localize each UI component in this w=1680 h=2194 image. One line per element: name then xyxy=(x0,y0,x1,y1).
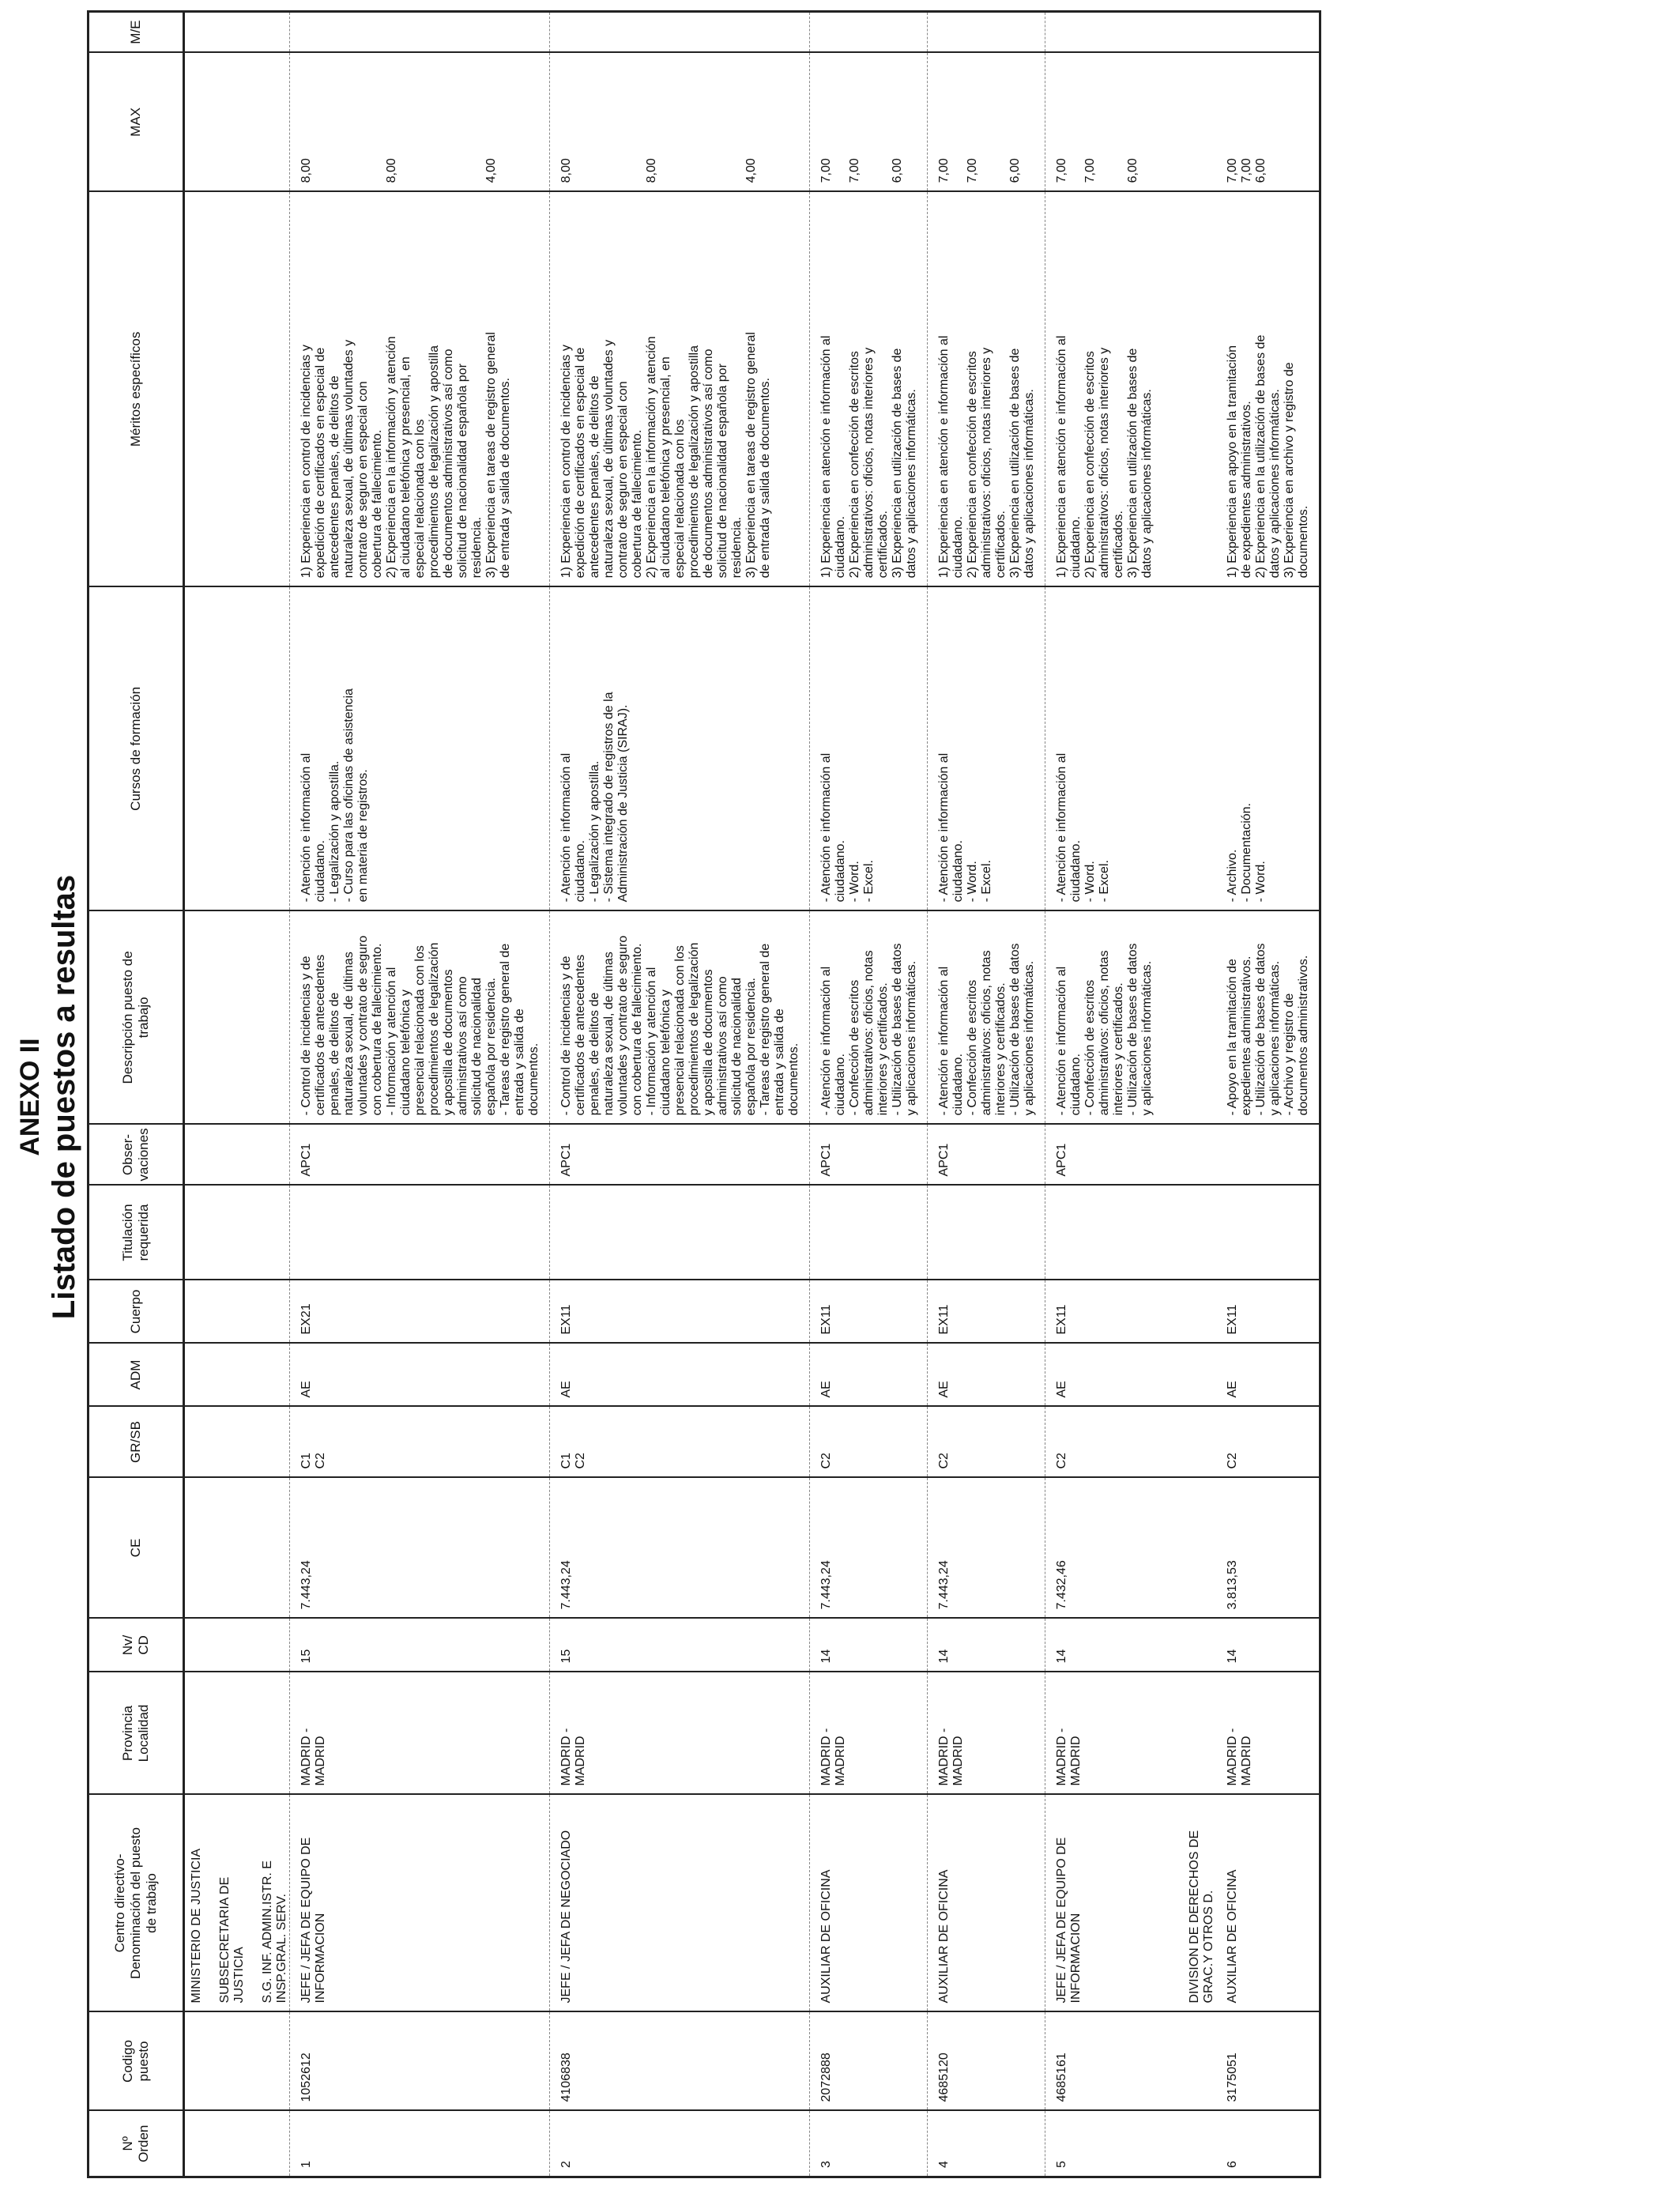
cell-titulacion xyxy=(810,1186,928,1280)
cell-ce: 7.443,24 xyxy=(290,1478,550,1619)
cell-me xyxy=(550,11,810,52)
cell-titulacion xyxy=(1045,1186,1163,1280)
cell-grupo: C1 C2 xyxy=(550,1407,810,1478)
header-row xyxy=(89,11,184,2177)
cell-cuerpo: EX11 xyxy=(1216,1280,1320,1344)
col-header-descripcion: Descripción puesto de trabajo xyxy=(89,910,184,1124)
cell-nivel: 15 xyxy=(550,1619,810,1672)
cell-descripcion: - Atención e información al ciudadano. - Confección de escritos administrativos: oficios, notas interiores y certificados. - Utilización de bases de datos y aplicaciones informáticas. xyxy=(810,910,928,1124)
cell-denominacion: JEFE / JEFA DE NEGOCIADO xyxy=(550,1795,810,2012)
col-header-nivel: Nv/ CD xyxy=(89,1619,184,1672)
cell-me xyxy=(1045,11,1163,52)
unit-row xyxy=(184,11,290,2177)
unit-names xyxy=(184,1795,290,2012)
cell-meritos: 1) Experiencia en atención e información al ciudadano. 2) Experiencia en confección de escritos administrativos: oficios, notas interiores y certificados. 3) Experiencia en utilización de bases de datos y aplicaciones informáticas. xyxy=(810,191,928,586)
col-header-titulacion: Titulación requerida xyxy=(89,1186,184,1280)
col-header-grupo: GR/SB xyxy=(89,1407,184,1478)
col-header-ce: CE xyxy=(89,1478,184,1619)
cell-denominacion: AUXILIAR DE OFICINA xyxy=(928,1795,1045,2012)
cell-adm: AE xyxy=(810,1344,928,1407)
cell-cuerpo: EX11 xyxy=(550,1280,810,1344)
cell-observaciones: APC1 xyxy=(550,1124,810,1185)
cell-provincia: MADRID - MADRID xyxy=(1045,1672,1163,1795)
cell-cuerpo: EX11 xyxy=(810,1280,928,1344)
cell-nivel: 14 xyxy=(928,1619,1045,1672)
cell-titulacion xyxy=(290,1186,550,1280)
cell-adm: AE xyxy=(550,1344,810,1407)
cell-me xyxy=(928,11,1045,52)
cell-denominacion: JEFE / JEFA DE EQUIPO DE INFORMACION xyxy=(1045,1795,1163,2012)
sg-name: S.G. INF. ADMIN.ISTR. E INSP.GRAL. SERV. xyxy=(261,1860,288,2004)
cell-grupo: C2 xyxy=(810,1407,928,1478)
col-header-denominacion: Centro directivo- Denominación del puesto de trabajo xyxy=(89,1795,184,2012)
cell-codigo: 2072888 xyxy=(810,2012,928,2111)
table-row xyxy=(928,11,1045,2177)
cell-ce: 7.443,24 xyxy=(550,1478,810,1619)
cell-nivel: 14 xyxy=(810,1619,928,1672)
cell-titulacion xyxy=(1216,1186,1320,1280)
cell-codigo: 4106838 xyxy=(550,2012,810,2111)
cell-codigo: 3175051 xyxy=(1216,2012,1320,2111)
cell-cursos: - Atención e información al ciudadano. - Word. - Excel. xyxy=(928,586,1045,910)
cell-max: 8,00 8,00 4,00 xyxy=(550,52,810,191)
cell-descripcion: - Atención e información al ciudadano. - Confección de escritos administrativos: oficios, notas interiores y certificados. - Utilización de bases de datos y aplicaciones informáticas. xyxy=(1045,910,1163,1124)
cell-adm: AE xyxy=(1216,1344,1320,1407)
title-block xyxy=(14,0,82,2194)
cell-meritos: 1) Experiencia en control de incidencias y expedición de certificados en especial de antecedentes penales, de delitos de naturaleza sexual, de últimas voluntades y contrato de seguro en especial con cobertura de fallecimiento. 2) Experiencia en la información y atención al ciudadano telefónica y presencial, en especial relacionada con los procedimientos de legalización y apostilla de documentos administrativos así como solicitud de nacionalidad española por residencia. 3) Experiencia en tareas de registro general de entrada y salida de documentos. xyxy=(290,191,550,586)
cell-observaciones: APC1 xyxy=(810,1124,928,1185)
annex-subtitle: Listado de puestos a resultas xyxy=(47,874,81,1320)
cell-cursos: - Archivo. - Documentación. - Word. xyxy=(1216,586,1320,910)
cell-observaciones: APC1 xyxy=(1045,1124,1163,1185)
cell-observaciones: APC1 xyxy=(290,1124,550,1185)
cell-me xyxy=(1216,11,1320,52)
cell-ce: 3.813,53 xyxy=(1216,1478,1320,1619)
cell-ce: 7.443,24 xyxy=(928,1478,1045,1619)
cell-provincia: MADRID - MADRID xyxy=(928,1672,1045,1795)
cell-me xyxy=(810,11,928,52)
division-row xyxy=(1162,11,1216,2177)
cell-descripcion: - Control de incidencias y de certificados de antecedentes penales, de delitos de naturaleza sexual, de últimas voluntades y contrato de seguro con cobertura de fallecimiento. - Información y atención al ciudadano telefónica y presencial relacionada con los procedimientos de legalización y apostilla de documentos administrativos así como solicitud de nacionalidad española por residencia. - Tareas de registro general de entrada y salida de documentos. xyxy=(290,910,550,1124)
cell-observaciones: APC1 xyxy=(928,1124,1045,1185)
annex-title: ANEXO II xyxy=(15,1038,45,1156)
cell-cursos: - Atención e información al ciudadano. - Word. - Excel. xyxy=(1045,586,1163,910)
cell-titulacion xyxy=(550,1186,810,1280)
division-name: DIVISION DE DERECHOS DE GRAC.Y OTROS D. xyxy=(1162,1795,1216,2012)
cell-orden: 2 xyxy=(550,2111,810,2177)
cell-meritos: 1) Experiencia en atención e información al ciudadano. 2) Experiencia en confección de escritos administrativos: oficios, notas interiores y certificados. 3) Experiencia en utilización de bases de datos y aplicaciones informáticas. xyxy=(928,191,1045,586)
cell-denominacion: AUXILIAR DE OFICINA xyxy=(810,1795,928,2012)
cell-nivel: 14 xyxy=(1216,1619,1320,1672)
table-row xyxy=(1045,11,1163,2177)
col-header-codigo: Codigo puesto xyxy=(89,2012,184,2111)
col-header-orden: Nº Orden xyxy=(89,2111,184,2177)
cell-orden: 6 xyxy=(1216,2111,1320,2177)
cell-grupo: C2 xyxy=(928,1407,1045,1478)
cell-cuerpo: EX11 xyxy=(1045,1280,1163,1344)
cell-max: 7,00 7,00 6,00 xyxy=(1216,52,1320,191)
cell-adm: AE xyxy=(1045,1344,1163,1407)
cell-meritos: 1) Experiencia en apoyo en la tramitación de expedientes administrativos. 2) Experiencia en la utilización de bases de datos y aplicaciones informáticas. 3) Experiencia en archivo y registro de documentos. xyxy=(1216,191,1320,586)
cell-cursos: - Atención e información al ciudadano. - Legalización y apostilla. - Sistema integrado de registros de la Administración de Justicia (SIRAJ). xyxy=(550,586,810,910)
cell-ce: 7.432,46 xyxy=(1045,1478,1163,1619)
cell-max: 8,00 8,00 4,00 xyxy=(290,52,550,191)
cell-adm: AE xyxy=(290,1344,550,1407)
cell-descripcion: - Control de incidencias y de certificados de antecedentes penales, de delitos de naturaleza sexual, de últimas voluntades y contrato de seguro con cobertura de fallecimiento. - Información y atención al ciudadano telefónica y presencial relacionada con los procedimientos de legalización y apostilla de documentos administrativos así como solicitud de nacionalidad española por residencia. - Tareas de registro general de entrada y salida de documentos. xyxy=(550,910,810,1124)
cell-nivel: 15 xyxy=(290,1619,550,1672)
cell-grupo: C2 xyxy=(1045,1407,1163,1478)
table-row xyxy=(290,11,550,2177)
cell-adm: AE xyxy=(928,1344,1045,1407)
positions-table xyxy=(87,10,1321,2178)
cell-ce: 7.443,24 xyxy=(810,1478,928,1619)
cell-observaciones xyxy=(1216,1124,1320,1185)
col-header-adm: ADM xyxy=(89,1344,184,1407)
col-header-meritos: Méritos específicos xyxy=(89,191,184,586)
cell-titulacion xyxy=(928,1186,1045,1280)
cell-provincia: MADRID - MADRID xyxy=(810,1672,928,1795)
cell-nivel: 14 xyxy=(1045,1619,1163,1672)
cell-descripcion: - Apoyo en la tramitación de expedientes administrativos. - Utilización de bases de datos y aplicaciones informáticas. - Archivo y registro de documentos administrativos. xyxy=(1216,910,1320,1124)
subsecretaria-name: SUBSECRETARIA DE JUSTICIA xyxy=(218,1876,246,2004)
cell-grupo: C2 xyxy=(1216,1407,1320,1478)
cell-max: 7,00 7,00 6,00 xyxy=(1045,52,1163,191)
cell-denominacion: JEFE / JEFA DE EQUIPO DE INFORMACION xyxy=(290,1795,550,2012)
table-row xyxy=(1216,11,1320,2177)
col-header-cursos: Cursos de formación xyxy=(89,586,184,910)
col-header-me: M/E xyxy=(89,11,184,52)
cell-me xyxy=(290,11,550,52)
cell-provincia: MADRID - MADRID xyxy=(1216,1672,1320,1795)
cell-codigo: 1052612 xyxy=(290,2012,550,2111)
cell-provincia: MADRID - MADRID xyxy=(290,1672,550,1795)
cell-orden: 1 xyxy=(290,2111,550,2177)
cell-meritos: 1) Experiencia en atención e información al ciudadano. 2) Experiencia en confección de escritos administrativos: oficios, notas interiores y certificados. 3) Experiencia en utilización de bases de datos y aplicaciones informáticas. xyxy=(1045,191,1163,586)
col-header-max: MAX xyxy=(89,52,184,191)
ministry-name: MINISTERIO DE JUSTICIA xyxy=(190,1848,203,2004)
table-row xyxy=(550,11,810,2177)
cell-grupo: C1 C2 xyxy=(290,1407,550,1478)
cell-cuerpo: EX21 xyxy=(290,1280,550,1344)
col-header-provincia: Provincia Localidad xyxy=(89,1672,184,1795)
col-header-cuerpo: Cuerpo xyxy=(89,1280,184,1344)
cell-denominacion: AUXILIAR DE OFICINA xyxy=(1216,1795,1320,2012)
cell-max: 7,00 7,00 6,00 xyxy=(810,52,928,191)
cell-orden: 3 xyxy=(810,2111,928,2177)
cell-orden: 4 xyxy=(928,2111,1045,2177)
table-row xyxy=(810,11,928,2177)
cell-meritos: 1) Experiencia en control de incidencias y expedición de certificados en especial de antecedentes penales, de delitos de naturaleza sexual, de últimas voluntades y contrato de seguro en especial con cobertura de fallecimiento. 2) Experiencia en la información y atención al ciudadano telefónica y presencial, en especial relacionada con los procedimientos de legalización y apostilla de documentos administrativos así como solicitud de nacionalidad española por residencia. 3) Experiencia en tareas de registro general de entrada y salida de documentos. xyxy=(550,191,810,586)
cell-descripcion: - Atención e información al ciudadano. - Confección de escritos administrativos: oficios, notas interiores y certificados. - Utilización de bases de datos y aplicaciones informáticas. xyxy=(928,910,1045,1124)
cell-cursos: - Atención e información al ciudadano. - Legalización y apostilla. - Curso para las oficinas de asistencia en materia de registros. xyxy=(290,586,550,910)
col-header-observaciones: Obser- vaciones xyxy=(89,1124,184,1185)
cell-orden: 5 xyxy=(1045,2111,1163,2177)
cell-max: 7,00 7,00 6,00 xyxy=(928,52,1045,191)
cell-codigo: 4685120 xyxy=(928,2012,1045,2111)
cell-cuerpo: EX11 xyxy=(928,1280,1045,1344)
cell-codigo: 4685161 xyxy=(1045,2012,1163,2111)
cell-cursos: - Atención e información al ciudadano. - Word. - Excel. xyxy=(810,586,928,910)
cell-provincia: MADRID - MADRID xyxy=(550,1672,810,1795)
